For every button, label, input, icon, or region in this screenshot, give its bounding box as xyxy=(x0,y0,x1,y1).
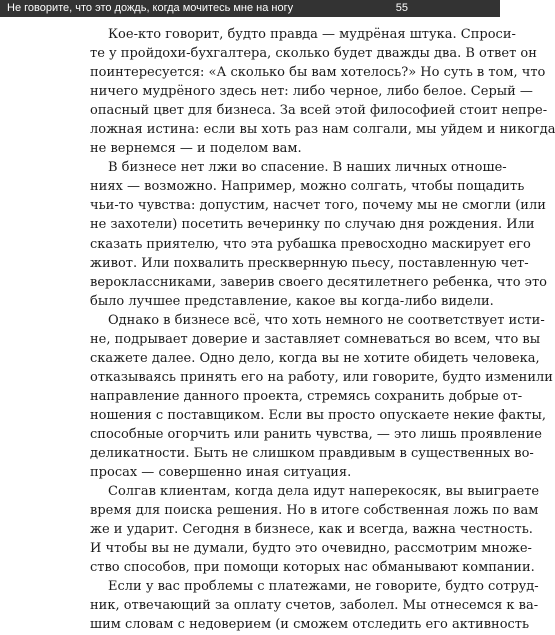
text-line: не вернемся — и поделом вам. xyxy=(90,141,302,157)
text-line: Солгав клиентам, когда дела идут наперекосяк, вы выиграете xyxy=(108,484,540,500)
text-line: Если у вас проблемы с платежами, не говорите, будто сотруд- xyxy=(108,579,539,595)
text-line: ниях — возможно. Например, можно солгать, чтобы пощадить xyxy=(90,179,525,195)
text-line: опасный цвет для бизнеса. За всей этой философией стоит непре- xyxy=(90,103,548,119)
text-line: Кое-кто говорит, будто правда — мудрёная штука. Спроси- xyxy=(108,27,516,42)
text-line: те у пройдохи-бухгалтера, сколько будет дважды два. В ответ он xyxy=(90,46,537,62)
text-line: ство способов, при помощи которых нас обманывают компании. xyxy=(90,560,535,576)
text-line: ник, отвечающий за оплату счетов, заболел. Мы отнесемся к ва- xyxy=(90,598,539,614)
text-line: деликатности. Быть не слишком правдивым в существенных во- xyxy=(90,446,534,462)
text-line: же и ударит. Сегодня в бизнесе, как и всегда, важна честность. xyxy=(90,522,533,538)
text-line: просах — совершенно иная ситуация. xyxy=(90,465,352,481)
text-line: сказать приятелю, что эта рубашка превосходно маскирует его xyxy=(90,236,531,252)
text-line: живот. Или похвалить пресквернную пьесу, поставленную чет- xyxy=(90,255,529,271)
text-line: шим словам с недоверием (и сможем отследить его активность xyxy=(90,617,530,633)
text-line: Однако в бизнесе всё, что хоть немного не соответствует исти- xyxy=(108,312,545,328)
text-line: поинтересуется: «А сколько бы вам хотелось?» Но суть в том, что xyxy=(90,65,546,81)
text-line: ничего мудрёного здесь нет: либо черное, либо белое. Серый — xyxy=(90,84,533,100)
text-line: было лучшее представление, какое вы когда-либо видели. xyxy=(90,293,494,309)
text-line: В бизнесе нет лжи во спасение. В наших личных отноше- xyxy=(108,160,507,176)
running-header-title: Не говорите, что это дождь, когда мочитесь мне на ногу xyxy=(7,2,294,14)
running-header xyxy=(0,0,500,17)
text-line: время для поиска решения. Но в итоге собственная ложь по вам xyxy=(90,503,539,519)
text-line: И чтобы вы не думали, будто это очевидно, рассмотрим множе- xyxy=(90,541,532,557)
text-line: отказываясь принять его на работу, или говорите, будто изменили xyxy=(90,369,553,385)
page-number: 55 xyxy=(395,2,408,14)
text-line: способные огорчить или ранить чувства, — это лишь проявление xyxy=(90,426,542,442)
text-line: ложная истина: если вы хоть раз нам солгали, мы уйдем и никогда xyxy=(90,122,555,138)
text-line: чьи-то чувства: допустим, насчет того, почему мы не смогли (или xyxy=(90,198,546,214)
text-line: не захотели) посетить вечеринку по случаю дня рождения. Или xyxy=(90,217,535,233)
text-line: ношения с поставщиком. Если вы просто опускаете некие факты, xyxy=(90,407,547,423)
text-line: вероклассниками, заверив своего десятилетнего ребенка, что это xyxy=(90,274,547,290)
text-line: направление данного проекта, стремясь сохранить добрые от- xyxy=(90,388,523,404)
text-line: скажете далее. Одно дело, когда вы не хотите обидеть человека, xyxy=(90,350,540,366)
text-line: не, подрывает доверие и заставляет сомневаться во всем, что вы xyxy=(90,331,541,347)
body-text xyxy=(90,25,555,635)
